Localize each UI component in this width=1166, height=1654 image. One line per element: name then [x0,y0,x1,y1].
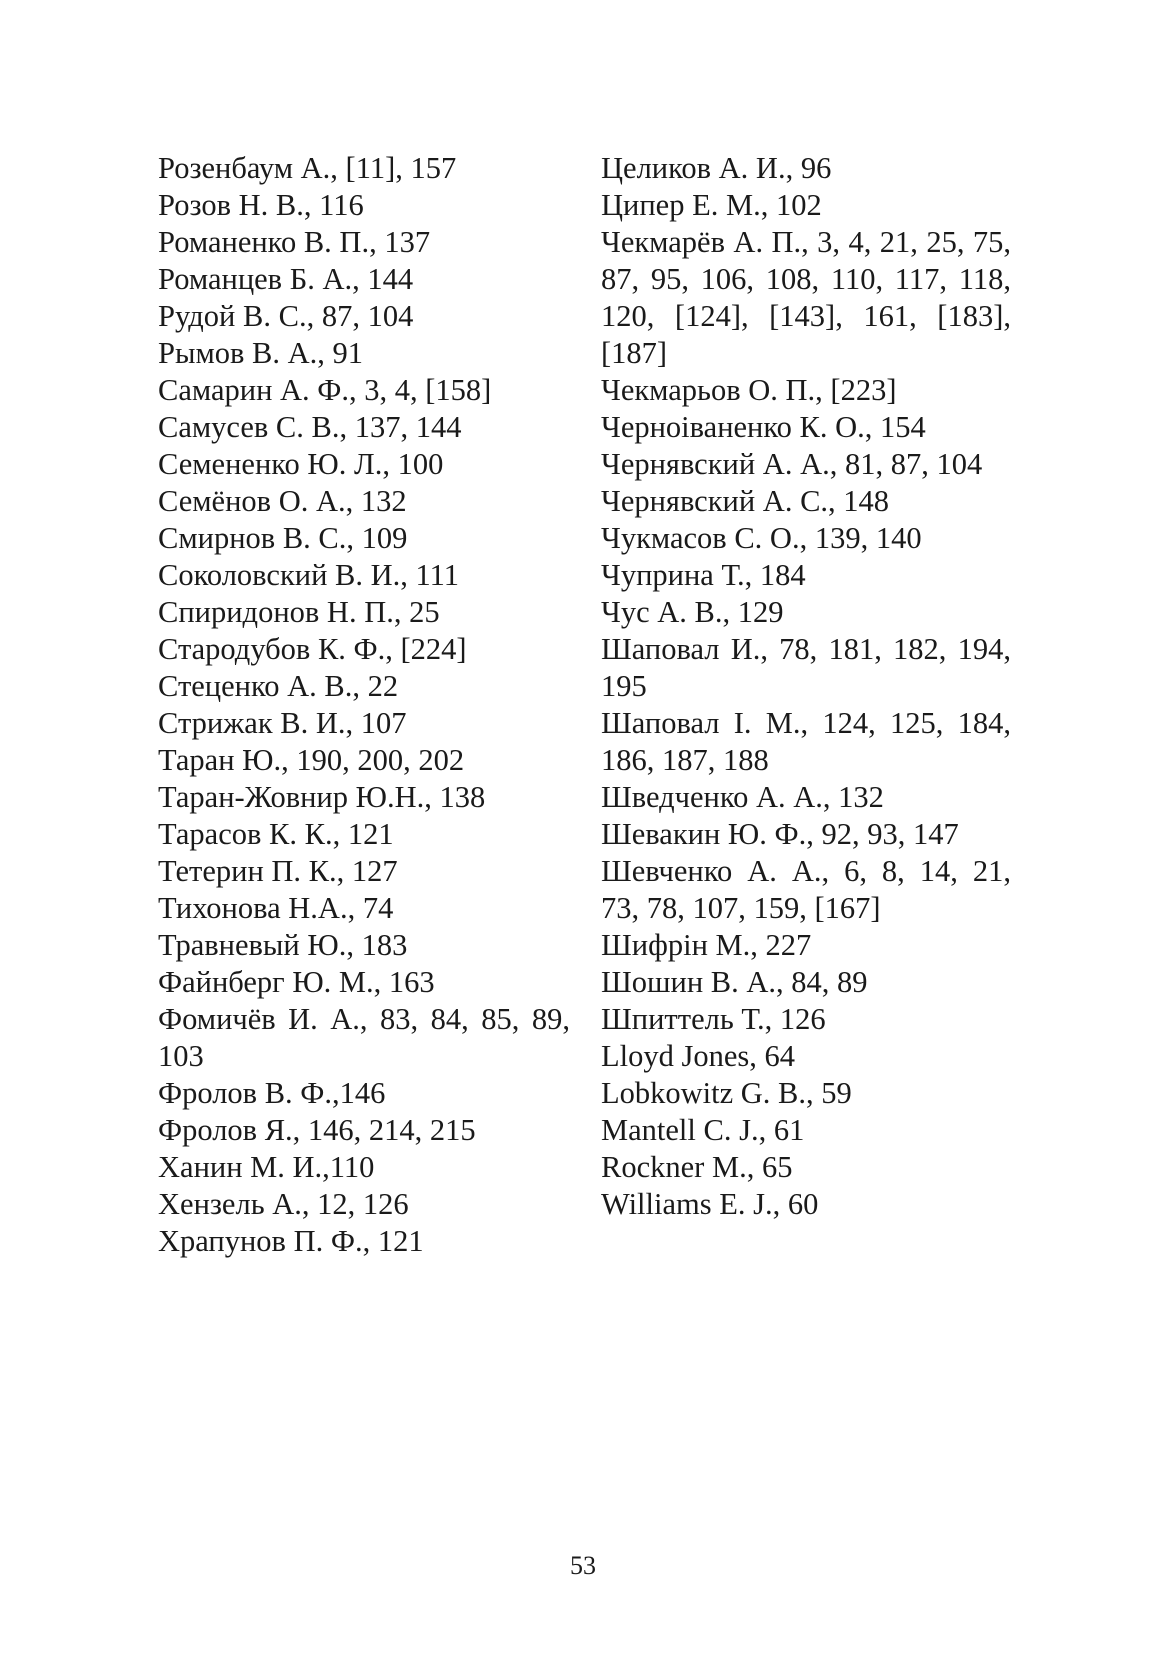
index-entry: Целиков А. И., 96 [601,151,832,185]
index-entry: Фролов В. Ф.,146 [158,1076,386,1110]
index-entry: Чекмарёв А. П., 3, 4, 21, 25, 75, 87, 95, 106, 108, 110, 117, 118, 120, [124], [143], 161, [183], [187] [601,225,1011,370]
index-entry: Шевченко А. А., 6, 8, 14, 21, 73, 78, 107, 159, [167] [601,854,1011,925]
index-entry: Шифрін М., 227 [601,928,812,962]
index-entry: Черноіваненко К. О., 154 [601,410,926,444]
index-entry: Mantell C. J., 61 [601,1113,805,1147]
index-entry: Тетерин П. К., 127 [158,854,398,888]
index-entry: Рымов В. А., 91 [158,336,364,370]
index-column-left [158,150,570,1260]
index-entry: Романенко В. П., 137 [158,225,431,259]
index-entry: Чернявский А. С., 148 [601,484,890,518]
index-entry: Розенбаум А., [11], 157 [158,151,457,185]
index-entry: Williams E. J., 60 [601,1187,819,1221]
index-entry: Храпунов П. Ф., 121 [158,1224,424,1258]
index-entry: Lobkowitz G. B., 59 [601,1076,852,1110]
index-entry: Шаповал І. М., 124, 125, 184, 186, 187, 188 [601,706,1011,777]
index-entry: Чус А. В., 129 [601,595,784,629]
index-entry: Таран-Жовнир Ю.Н., 138 [158,780,486,814]
index-entry: Соколовский В. И., 111 [158,558,460,592]
index-entry: Семёнов О. А., 132 [158,484,407,518]
index-entry: Травневый Ю., 183 [158,928,408,962]
index-entry: Шаповал И., 78, 181, 182, 194, 195 [601,632,1011,703]
index-entry: Шпиттель Т., 126 [601,1002,826,1036]
index-entry: Шведченко А. А., 132 [601,780,884,814]
index-entry: Файнберг Ю. М., 163 [158,965,435,999]
index-column-right [601,150,1011,1223]
index-entry: Фомичёв И. А., 83, 84, 85, 89, 103 [158,1002,570,1073]
index-entry: Стрижак В. И., 107 [158,706,407,740]
index-entry: Rockner M., 65 [601,1150,793,1184]
index-entry: Таран Ю., 190, 200, 202 [158,743,465,777]
index-entry: Фролов Я., 146, 214, 215 [158,1113,476,1147]
index-entry: Ципер Е. М., 102 [601,188,822,222]
index-entry: Самусев С. В., 137, 144 [158,410,462,444]
index-entry: Чукмасов С. О., 139, 140 [601,521,922,555]
index-entry: Тарасов К. К., 121 [158,817,394,851]
index-entry: Спиридонов Н. П., 25 [158,595,440,629]
index-entry: Чекмарьов О. П., [223] [601,373,897,407]
index-entry: Ханин М. И.,110 [158,1150,375,1184]
index-entry: Чуприна Т., 184 [601,558,806,592]
index-entry: Стародубов К. Ф., [224] [158,632,467,666]
page-number: 53 [570,1551,596,1580]
index-entry: Чернявский А. А., 81, 87, 104 [601,447,983,481]
index-entry: Шевакин Ю. Ф., 92, 93, 147 [601,817,959,851]
index-entry: Хензель А., 12, 126 [158,1187,409,1221]
index-entry: Тихонова Н.А., 74 [158,891,394,925]
index-entry: Романцев Б. А., 144 [158,262,414,296]
index-entry: Семененко Ю. Л., 100 [158,447,444,481]
index-entry: Розов Н. В., 116 [158,188,364,222]
index-entry: Шошин В. А., 84, 89 [601,965,868,999]
index-entry: Стеценко А. В., 22 [158,669,399,703]
index-entry: Рудой В. С., 87, 104 [158,299,414,333]
index-entry: Смирнов В. С., 109 [158,521,408,555]
index-entry: Самарин А. Ф., 3, 4, [158] [158,373,492,407]
index-entry: Lloyd Jones, 64 [601,1039,796,1073]
